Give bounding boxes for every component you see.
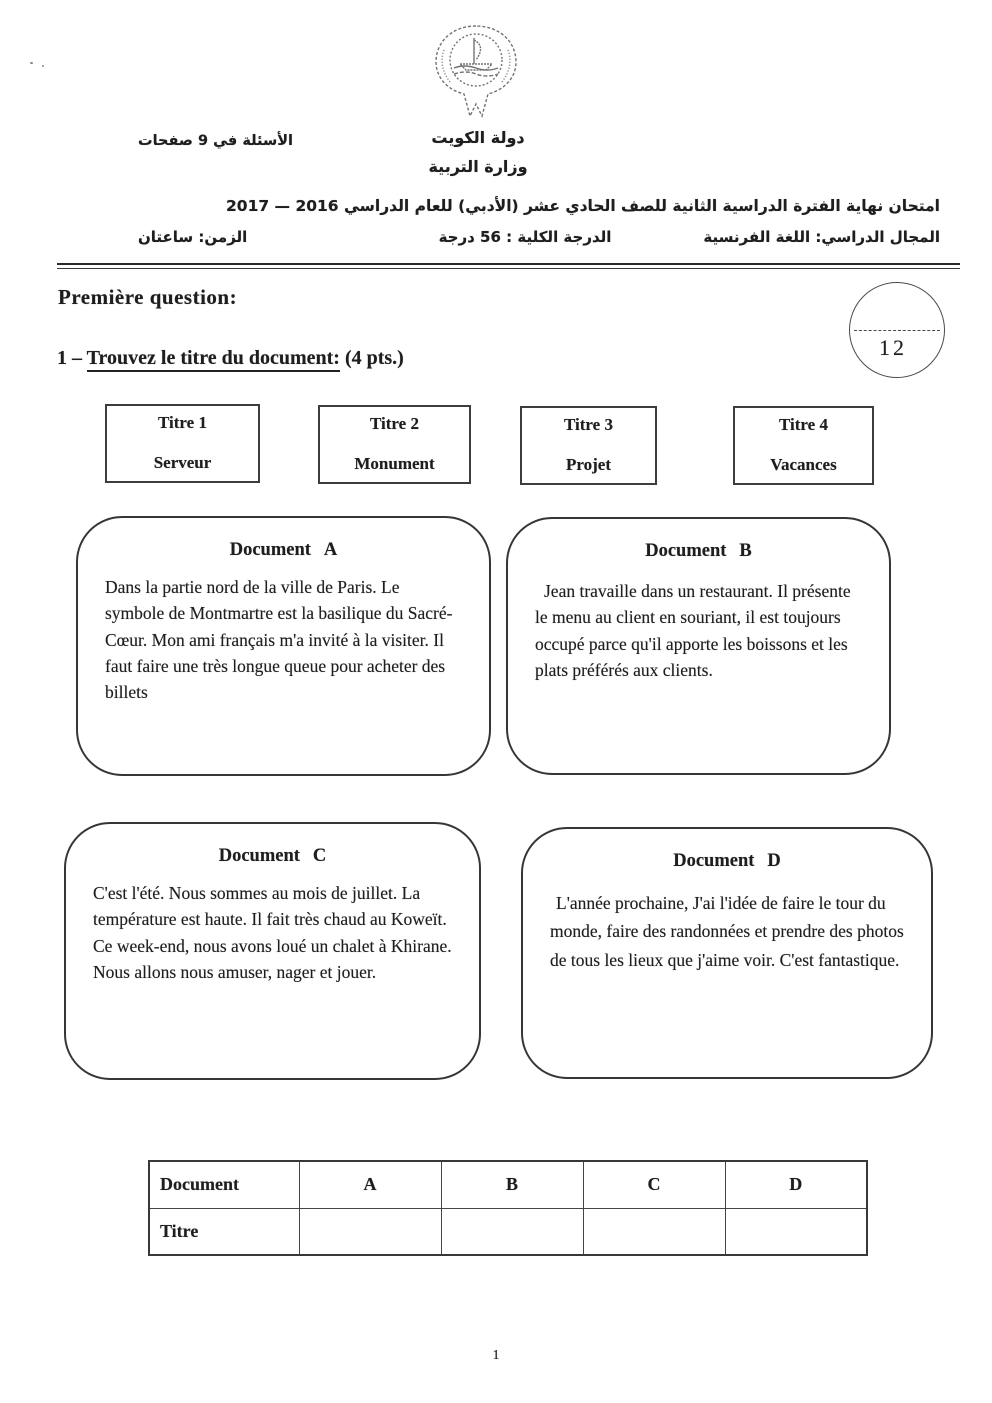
table-header-row <box>149 1161 867 1208</box>
title-option-box-1 <box>105 404 260 483</box>
document-word: Document <box>673 851 755 871</box>
answer-table <box>148 1160 868 1256</box>
answer-cell-b <box>441 1208 583 1255</box>
points-label: (4 pts.) <box>344 347 404 369</box>
state-name: دولة الكويت <box>431 128 525 147</box>
table-header-cell: A <box>299 1161 441 1208</box>
score-value: 12 <box>879 335 907 360</box>
document-letter: A <box>323 540 338 560</box>
question-title: Trouvez le titre du document: <box>87 347 340 372</box>
document-card-c <box>64 822 481 1080</box>
title-option-box-2 <box>318 405 471 484</box>
document-letter: D <box>767 851 781 871</box>
ministry-name: وزارة التربية <box>428 157 528 176</box>
document-letter: C <box>312 846 327 866</box>
score-divider-line <box>854 330 940 331</box>
document-word: Document <box>229 540 311 560</box>
document-word: Document <box>218 846 300 866</box>
table-header-cell: B <box>441 1161 583 1208</box>
title-option-value: Serveur <box>153 453 212 472</box>
score-circle <box>849 282 945 378</box>
document-card-text: C'est l'été. Nous sommes au mois de juillet. La température est haute. Il fait très chaud au Koweït. Ce week-end, nous avons loué un chalet à Khirane. Nous allons nous amuser, nager et jouer. <box>93 883 452 982</box>
answer-cell-d <box>725 1208 867 1255</box>
document-card-title <box>523 851 931 872</box>
title-option-box-4 <box>733 406 874 485</box>
scan-speck <box>30 62 33 64</box>
page-number: 1 <box>492 1348 500 1363</box>
document-card-text: L'année prochaine, J'ai l'idée de faire le tour du monde, faire des randonnées et prendre des photos de tous les lieux que j'aime voir. C'est fantastique. <box>550 893 904 970</box>
document-card-d <box>521 827 933 1079</box>
title-option-label: Titre 2 <box>370 414 419 433</box>
pages-note: الأسئلة في 9 صفحات <box>138 133 293 149</box>
document-card-title <box>66 846 479 867</box>
scan-speck <box>42 65 44 67</box>
answer-cell-c <box>583 1208 725 1255</box>
title-option-box-3 <box>520 406 657 485</box>
header-divider <box>57 263 960 269</box>
kuwait-emblem-icon <box>424 20 528 129</box>
document-card-a <box>76 516 491 776</box>
exam-title-line: امتحان نهاية الفترة الدراسية الثانية للصف الحادي عشر (الأدبي) للعام الدراسي 2016 — 2017 <box>226 197 940 215</box>
total-grade-field: الدرجة الكلية : 56 درجة <box>438 228 612 246</box>
table-header-cell: C <box>583 1161 725 1208</box>
title-option-value: Vacances <box>770 455 837 474</box>
subject-field: المجال الدراسي: اللغة الفرنسية <box>703 228 940 246</box>
document-card-title <box>78 540 489 561</box>
table-answer-row <box>149 1208 867 1255</box>
title-option-label: Titre 3 <box>564 415 613 434</box>
answer-cell-a <box>299 1208 441 1255</box>
title-option-value: Monument <box>354 454 435 473</box>
document-letter: B <box>739 541 752 561</box>
document-card-text: Jean travaille dans un restaurant. Il présente le menu au client en souriant, il est toujours occupé parce qu'il apporte les boissons et les plats préférés aux clients. <box>535 581 851 680</box>
document-card-title <box>508 541 889 562</box>
section-title: Première question: <box>58 285 238 309</box>
row-label: Titre <box>149 1208 299 1255</box>
title-option-label: Titre 1 <box>158 413 207 432</box>
table-header-cell: D <box>725 1161 867 1208</box>
question-number: 1 – <box>57 347 82 369</box>
document-card-text: Dans la partie nord de la ville de Paris. Le symbole de Montmartre est la basilique du Sacré-Cœur. Mon ami français m'a invité à la visiter. Il faut faire une très longue queue pour acheter des billets <box>105 577 453 702</box>
title-option-label: Titre 4 <box>779 415 828 434</box>
time-field: الزمن: ساعتان <box>138 228 248 246</box>
table-header-cell: Document <box>149 1161 299 1208</box>
document-card-b <box>506 517 891 775</box>
document-word: Document <box>645 541 727 561</box>
question-instruction <box>57 347 404 370</box>
title-option-value: Projet <box>566 455 611 474</box>
